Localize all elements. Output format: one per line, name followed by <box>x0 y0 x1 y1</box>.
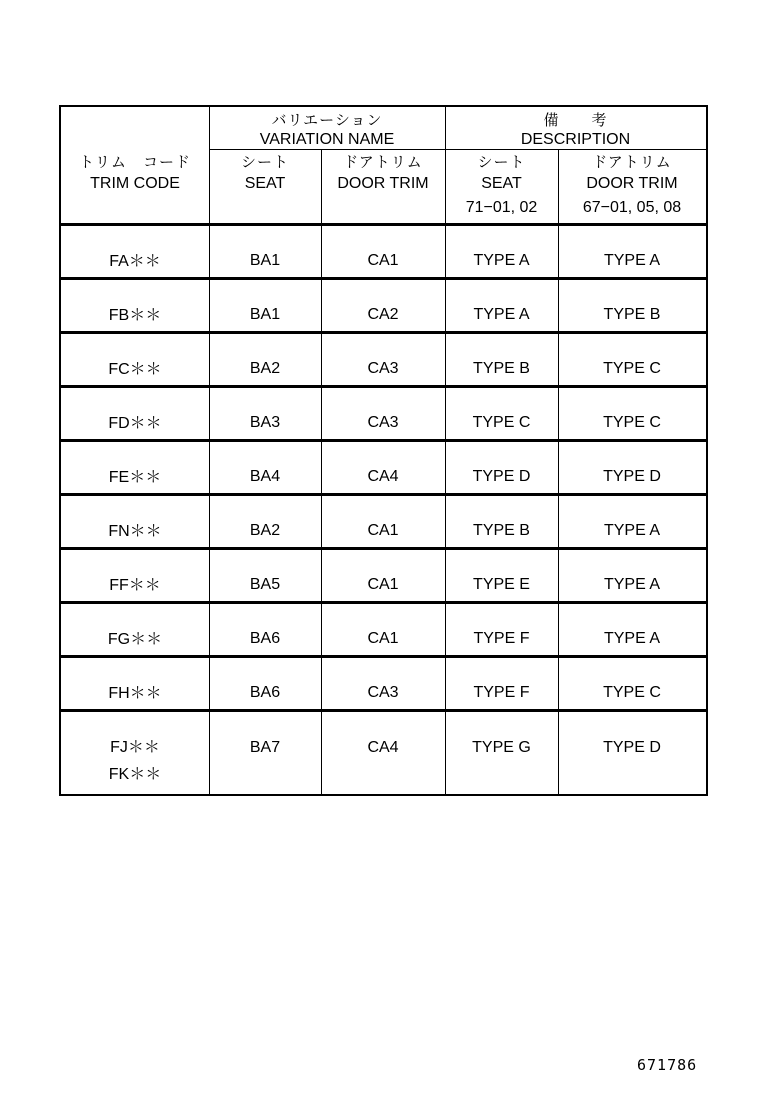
trim-code-cell: FB＊＊ <box>108 307 162 324</box>
row-divider <box>61 277 706 280</box>
var-seat-cell: BA4 <box>249 468 281 485</box>
header-desc-door-en: DOOR TRIM <box>586 175 678 192</box>
var-door-cell: CA4 <box>367 739 399 756</box>
document-number: 671786 <box>637 1056 698 1074</box>
var-door-cell: CA3 <box>367 360 399 377</box>
var-seat-cell: BA7 <box>249 739 281 756</box>
desc-seat-cell: TYPE F <box>473 630 530 647</box>
trim-code-table <box>59 105 708 796</box>
header-description-en: DESCRIPTION <box>520 131 631 148</box>
row-divider <box>61 655 706 658</box>
header-desc-seat-en: SEAT <box>481 175 522 192</box>
header-variation-en: VARIATION NAME <box>259 131 395 148</box>
header-desc-seat-jp: シート <box>477 154 526 171</box>
row-divider <box>61 601 706 604</box>
desc-door-cell: TYPE A <box>603 252 661 269</box>
desc-seat-cell: TYPE A <box>473 252 530 269</box>
desc-seat-cell: TYPE A <box>473 306 530 323</box>
header-var-door-en: DOOR TRIM <box>337 175 429 192</box>
var-seat-cell: BA2 <box>249 522 281 539</box>
var-seat-cell: BA1 <box>249 252 281 269</box>
desc-door-cell: TYPE D <box>603 739 661 756</box>
header-desc-door-jp: ドアトリム <box>592 154 672 171</box>
var-door-cell: CA1 <box>367 576 399 593</box>
header-desc-seat-ref: 71−01, 02 <box>465 199 538 216</box>
var-door-cell: CA4 <box>367 468 399 485</box>
header-description-jp: 備 考 <box>543 112 608 129</box>
desc-door-cell: TYPE C <box>603 414 661 431</box>
var-door-cell: CA1 <box>367 252 399 269</box>
trim-code-cell: FH＊＊ <box>108 685 162 702</box>
row-divider <box>61 493 706 496</box>
desc-seat-cell: TYPE D <box>472 468 531 485</box>
desc-door-cell: TYPE A <box>603 576 661 593</box>
desc-door-cell: TYPE A <box>603 522 661 539</box>
trim-code-cell: FE＊＊ <box>108 469 162 486</box>
var-door-cell: CA3 <box>367 414 399 431</box>
header-variation-jp: バリエーション <box>271 112 383 129</box>
header-var-seat-jp: シート <box>240 154 289 171</box>
trim-code-cell: FN＊＊ <box>108 523 162 540</box>
var-door-cell: CA3 <box>367 684 399 701</box>
var-seat-cell: BA1 <box>249 306 281 323</box>
trim-code-cell: FD＊＊ <box>108 415 162 432</box>
var-seat-cell: BA6 <box>249 684 281 701</box>
row-divider <box>61 709 706 712</box>
header-var-seat-en: SEAT <box>244 175 286 192</box>
desc-seat-cell: TYPE B <box>473 522 530 539</box>
desc-door-cell: TYPE D <box>603 468 661 485</box>
trim-code-cell: FG＊＊ <box>107 631 163 648</box>
var-seat-cell: BA2 <box>249 360 281 377</box>
var-door-cell: CA1 <box>367 522 399 539</box>
var-seat-cell: BA6 <box>249 630 281 647</box>
desc-door-cell: TYPE C <box>603 684 661 701</box>
desc-seat-cell: TYPE E <box>473 576 530 593</box>
trim-code-cell: FJ＊＊ <box>110 739 160 756</box>
desc-seat-cell: TYPE C <box>472 414 531 431</box>
var-seat-cell: BA3 <box>249 414 281 431</box>
row-divider <box>61 331 706 334</box>
row-divider <box>61 547 706 550</box>
desc-seat-cell: TYPE B <box>473 360 530 377</box>
header-trim-code-jp: トリム コード <box>78 154 191 171</box>
header-bottom-rule <box>61 223 706 226</box>
header-var-door-jp: ドアトリム <box>343 154 423 171</box>
desc-door-cell: TYPE C <box>603 360 661 377</box>
header-desc-door-ref: 67−01, 05, 08 <box>582 199 682 216</box>
var-door-cell: CA1 <box>367 630 399 647</box>
desc-seat-cell: TYPE F <box>473 684 530 701</box>
trim-code-cell: FF＊＊ <box>109 577 161 594</box>
desc-door-cell: TYPE A <box>603 630 661 647</box>
desc-door-cell: TYPE B <box>603 306 661 323</box>
trim-code-cell-secondary: FK＊＊ <box>108 766 162 783</box>
trim-code-cell: FC＊＊ <box>108 361 162 378</box>
row-divider <box>61 439 706 442</box>
desc-seat-cell: TYPE G <box>472 739 531 756</box>
var-seat-cell: BA5 <box>249 576 281 593</box>
var-door-cell: CA2 <box>367 306 399 323</box>
header-trim-code-en: TRIM CODE <box>90 175 180 192</box>
row-divider <box>61 385 706 388</box>
trim-code-cell: FA＊＊ <box>109 253 161 270</box>
